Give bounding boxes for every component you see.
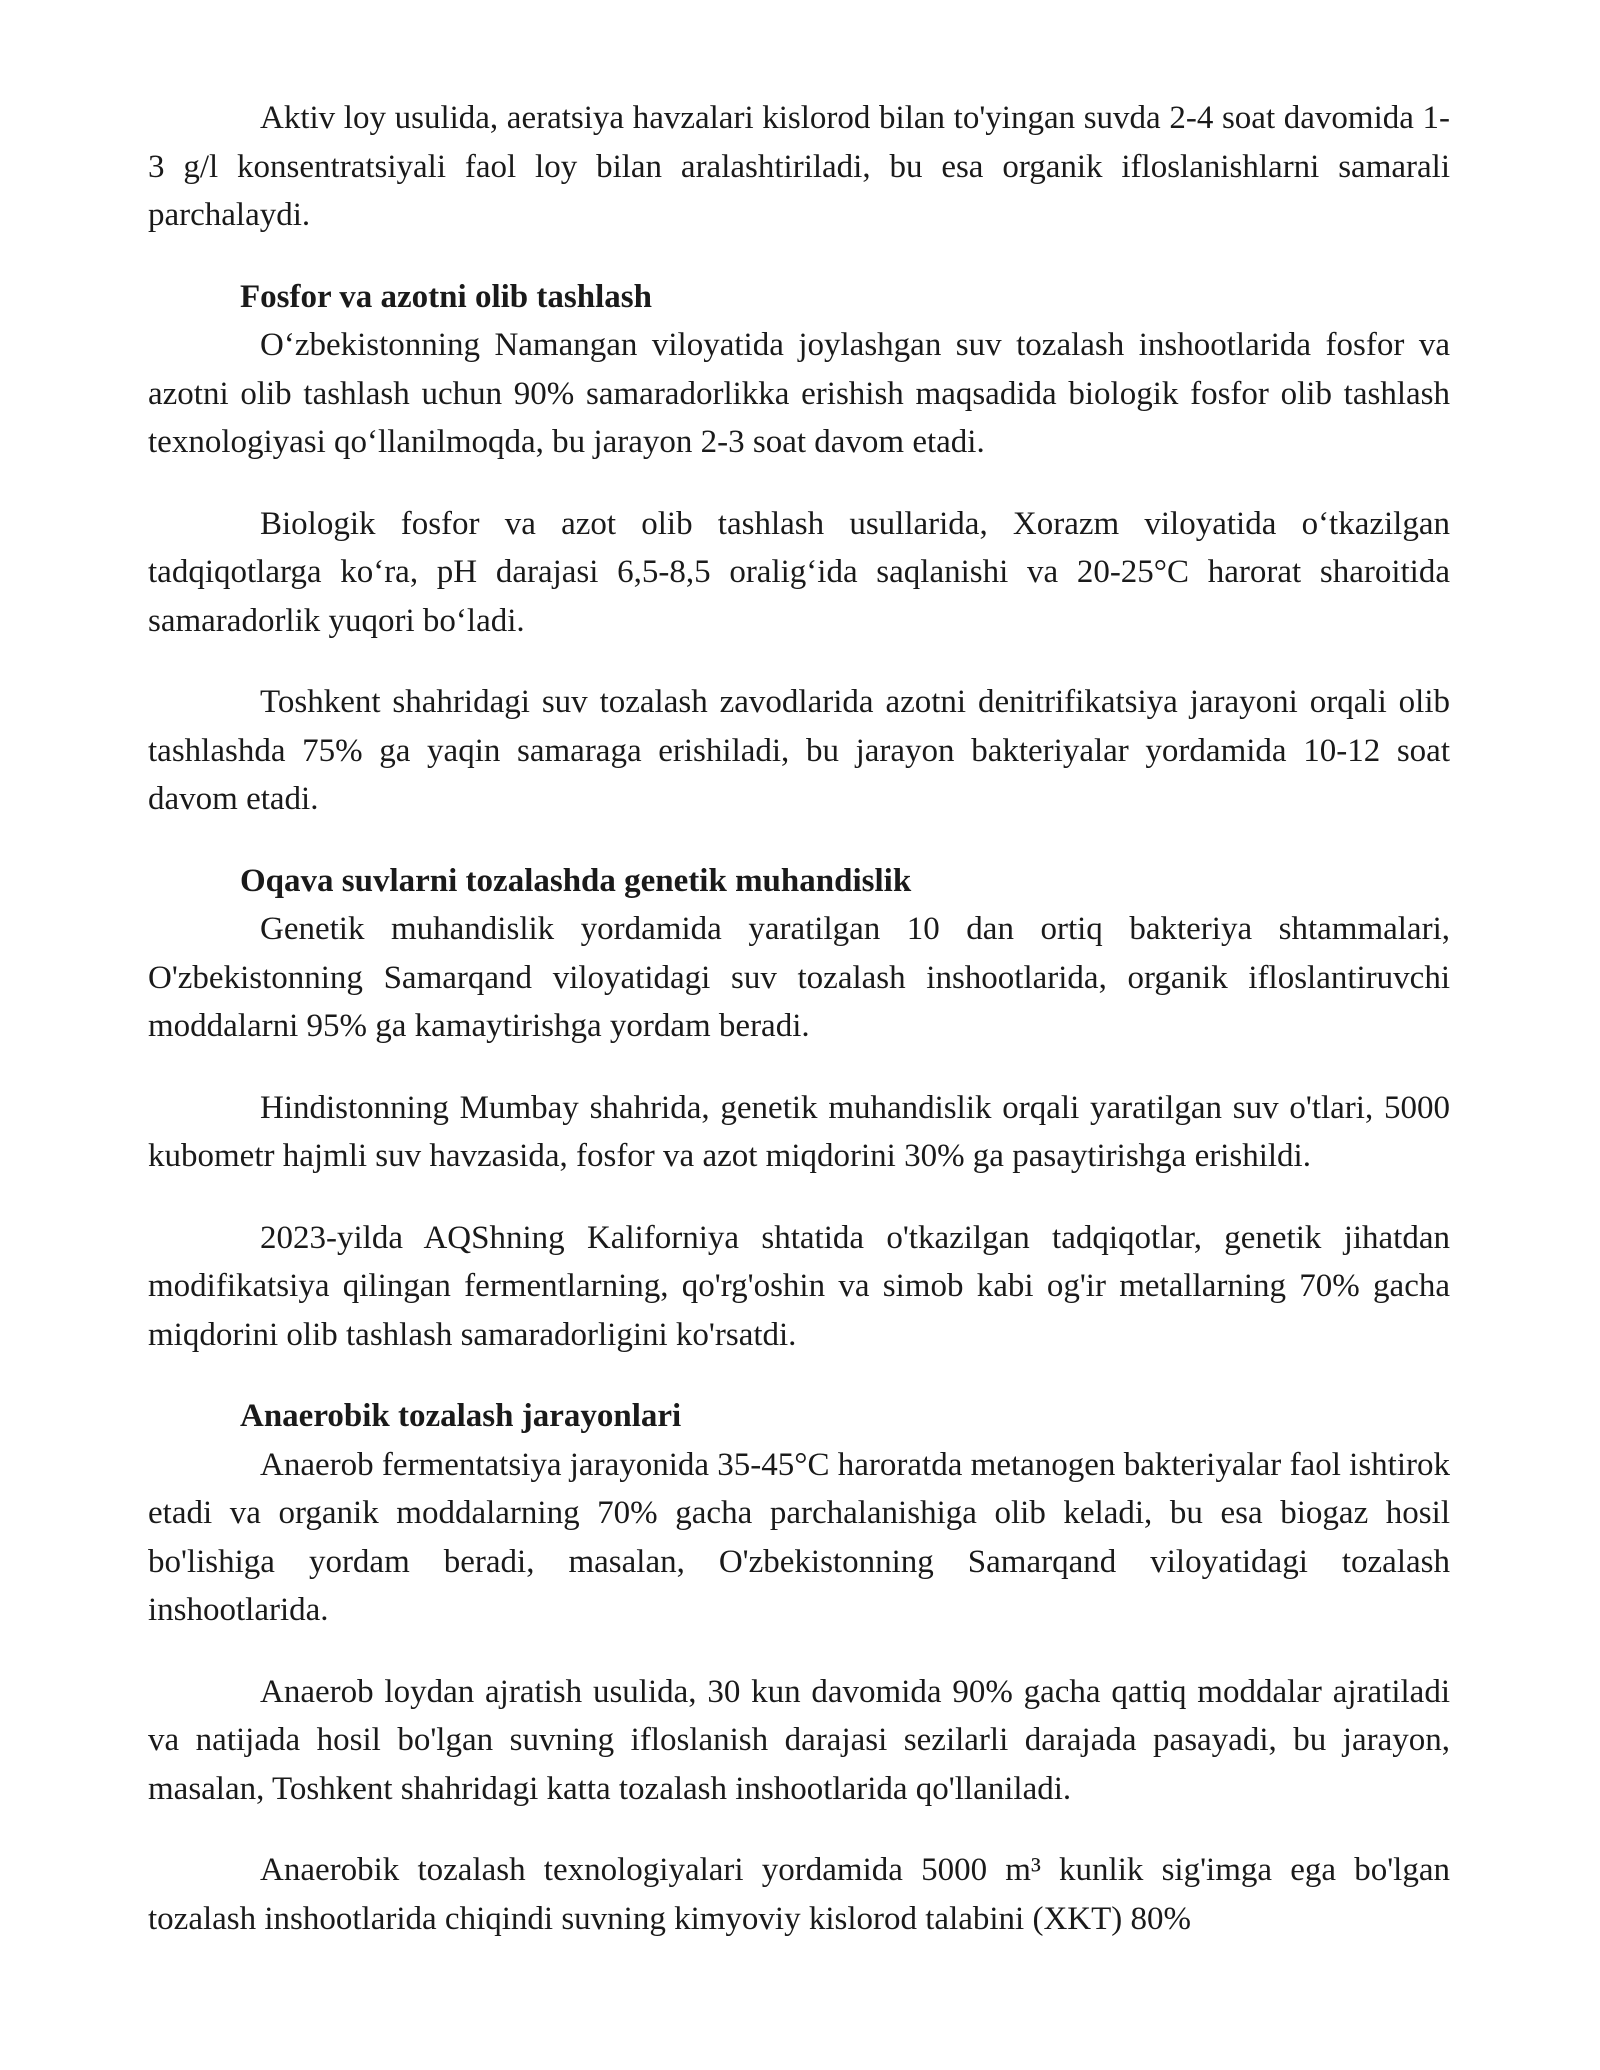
paragraph: Genetik muhandislik yordamida yaratilgan 10 dan ortiq bakteriya shtammalari, O'zbekistonning Samarqand viloyatidagi suv tozalash inshootlarida, organik ifloslantiruvchi moddalarni 95% ga kamaytirishga yordam beradi. [148,911,1450,1044]
paragraph: Toshkent shahridagi suv tozalash zavodlarida azotni denitrifikatsiya jarayoni orqali olib tashlashda 75% ga yaqin samaraga erishiladi, bu jarayon bakteriyalar yordamida 10-12 soat davom etadi. [148,684,1450,817]
paragraph: Anaerobik tozalash texnologiyalari yordamida 5000 m³ kunlik sig'imga ega bo'lgan tozalash inshootlarida chiqindi suvning kimyoviy kislorod talabini (XKT) 80% [148,1852,1450,1937]
section-heading: Oqava suvlarni tozalashda genetik muhandislik [240,862,912,899]
paragraph: Biologik fosfor va azot olib tashlash usullarida, Xorazm viloyatida oʻtkazilgan tadqiqotlarga koʻra, pH darajasi 6,5-8,5 oraligʻida saqlanishi va 20-25°C harorat sharoitida samaradorlik yuqori boʻladi. [148,505,1450,639]
paragraph: Oʻzbekistonning Namangan viloyatida joylashgan suv tozalash inshootlarida fosfor va azotni olib tashlash uchun 90% samaradorlikka erishish maqsadida biologik fosfor olib tashlash texnologiyasi qoʻllanilmoqda, bu jarayon 2-3 soat davom etadi. [148,327,1450,460]
paragraph: Anaerob loydan ajratish usulida, 30 kun davomida 90% gacha qattiq moddalar ajratiladi va natijada hosil bo'lgan suvning ifloslanish darajasi sezilarli darajada pasayadi, bu jarayon, masalan, Toshkent shahridagi katta tozalash inshootlarida qo'llaniladi. [148,1673,1450,1807]
paragraph: Anaerob fermentatsiya jarayonida 35-45°C haroratda metanogen bakteriyalar faol ishtirok etadi va organik moddalarning 70% gacha parchalanishiga olib keladi, bu esa biogaz hosil bo'lishiga yordam beradi, masalan, O'zbekistonning Samarqand viloyatidagi tozalash inshootlarida. [148,1446,1450,1628]
section-heading: Fosfor va azotni olib tashlash [240,278,652,315]
paragraph: 2023-yilda AQShning Kaliforniya shtatida o'tkazilgan tadqiqotlar, genetik jihatdan modifikatsiya qilingan fermentlarning, qo'rg'oshin va simob kabi og'ir metallarning 70% gacha miqdorini olib tashlash samaradorligini ko'rsatdi. [148,1219,1450,1353]
section-heading: Anaerobik tozalash jarayonlari [240,1398,682,1434]
paragraph: Aktiv loy usulida, aeratsiya havzalari kislorod bilan to'yingan suvda 2-4 soat davomida 1-3 g/l konsentratsiyali faol loy bilan aralashtiriladi, bu esa organik ifloslanishlarni samarali parchalaydi. [148,100,1450,233]
document-page [148,94,1450,1943]
paragraph: Hindistonning Mumbay shahrida, genetik muhandislik orqali yaratilgan suv o'tlari, 5000 kubometr hajmli suv havzasida, fosfor va azot miqdorini 30% ga pasaytirishga erishildi. [148,1089,1450,1174]
